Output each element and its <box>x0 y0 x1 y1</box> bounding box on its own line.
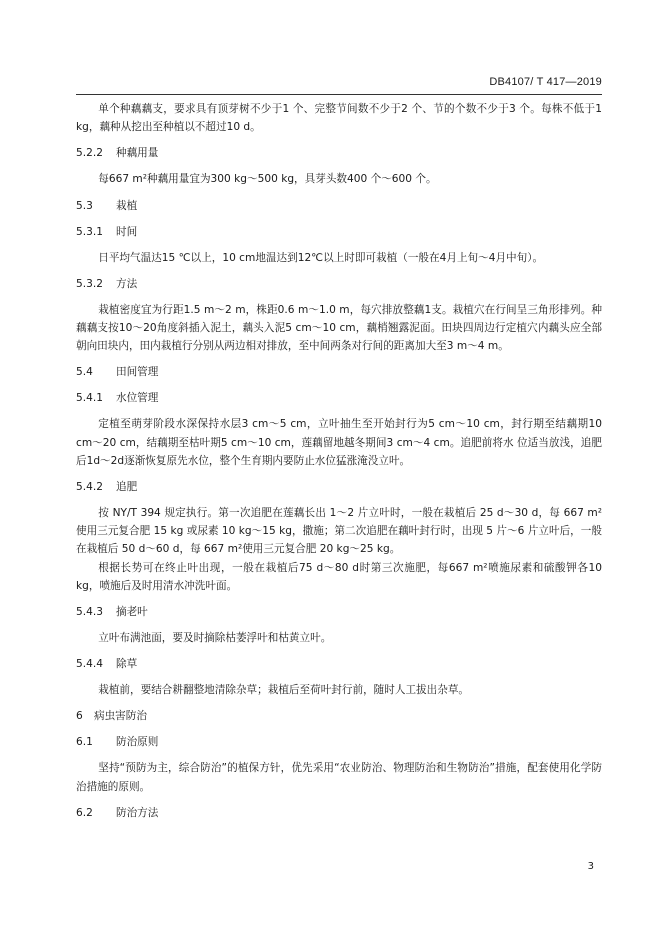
section-heading <box>76 197 602 215</box>
paragraph: 立叶布满池面，要及时摘除枯萎浮叶和枯黄立叶。 <box>98 632 332 645</box>
section-title: 追肥 <box>116 481 138 494</box>
paragraph: 每667 m²种藕用量宜为300 kg～500 kg，具芽头数400 个～600 个。 <box>98 173 437 186</box>
document-id: DB4107/ T 417—2019 <box>489 76 602 88</box>
paragraph: 根据长势可在终止叶出现，一般在栽植后75 d～80 d时第三次施肥，每667 m²喷施尿素和硫酸钾各10 kg，喷施后及时用清水冲洗叶面。 <box>76 561 602 592</box>
section-title: 防治方法 <box>116 806 159 819</box>
paragraph: 栽植前，要结合耕翻整地清除杂草；栽植后至荷叶封行前，随时人工拔出杂草。 <box>98 684 470 697</box>
section-title: 水位管理 <box>116 392 159 405</box>
section-title: 除草 <box>116 658 138 671</box>
paragraph: 坚持“预防为主，综合防治”的植保方针，优先采用“农业防治、物理防治和生物防治”措施，配套使用化学防治措施的原则。 <box>76 762 602 793</box>
section-heading <box>76 603 602 621</box>
section-heading <box>76 733 602 751</box>
section-title: 时间 <box>116 225 138 238</box>
section-heading <box>76 389 602 407</box>
section-heading <box>76 478 602 496</box>
page-number: 3 <box>587 861 594 872</box>
section-heading <box>76 275 602 293</box>
section-heading <box>76 144 602 162</box>
section-number: 6 <box>76 710 83 723</box>
paragraph: 定植至萌芽阶段水深保持水层3 cm～5 cm，立叶抽生至开始封行为5 cm～10 cm，封行期至结藕期10 cm～20 cm，结藕期至枯叶期5 cm～10 cm，莲藕留地越冬期间3 cm～4 cm。追肥前将水 位适当放浅，追肥后1d～2d逐渐恢复原先水位，整个生育期内要防止水位猛涨淹没立叶。 <box>76 418 602 467</box>
paragraph: 单个种藕藕支，要求具有顶芽树不少于1 个、完整节间数不少于2 个、节的个数不少于3 个。每株不低于1 kg，藕种从挖出至种植以不超过10 d。 <box>76 103 602 134</box>
section-number: 5.4 <box>76 366 93 379</box>
section-heading <box>76 223 602 241</box>
section-number: 5.3.2 <box>76 277 103 290</box>
section-heading <box>76 363 602 381</box>
section-number: 5.4.3 <box>76 606 103 619</box>
section-number: 5.3.1 <box>76 225 103 238</box>
document-body <box>76 100 602 822</box>
chapter-heading <box>76 707 602 725</box>
section-number: 5.2.2 <box>76 147 103 160</box>
section-number: 6.1 <box>76 736 93 749</box>
section-title: 种藕用量 <box>116 147 159 160</box>
section-number: 5.4.4 <box>76 658 103 671</box>
section-title: 病虫害防治 <box>94 710 147 723</box>
section-heading <box>76 655 602 673</box>
section-number: 5.4.2 <box>76 481 103 494</box>
section-title: 栽植 <box>116 199 138 212</box>
paragraph: 栽植密度宜为行距1.5 m～2 m，株距0.6 m～1.0 m，每穴排放整藕1支。栽植穴在行间呈三角形排列。种藕藕支按10～20角度斜插入泥土，藕头入泥5 cm～10 cm，藕梢翘露泥面。田块四周边行定植穴内藕头应全部朝向田块内，田内栽植行分别从两边相对排放，至中间两条对行间的距离加大至3 m～4 m。 <box>76 303 602 353</box>
section-number: 5.3 <box>76 199 93 212</box>
header-rule <box>76 94 602 95</box>
section-number: 5.4.1 <box>76 392 103 405</box>
section-title: 田间管理 <box>116 366 159 379</box>
section-number: 6.2 <box>76 806 93 819</box>
section-heading <box>76 804 602 822</box>
paragraph: 日平均气温达15 ℃以上，10 cm地温达到12℃以上时即可栽植（一般在4月上旬～4月中旬）。 <box>98 251 544 264</box>
section-title: 防治原则 <box>116 736 159 749</box>
section-title: 摘老叶 <box>116 606 148 619</box>
paragraph: 按 NY/T 394 规定执行。第一次追肥在莲藕长出 1～2 片立叶时，一般在栽植后 25 d～30 d，每 667 m²使用三元复合肥 15 kg 或尿素 10 kg～15 kg，撒施；第二次追肥在藕叶封行时，出现 5 片～6 片立叶后，一般在栽植后 50 d～60 d，每 667 m²使用三元复合肥 20 kg～25 kg。 <box>76 507 602 556</box>
section-title: 方法 <box>116 277 138 290</box>
